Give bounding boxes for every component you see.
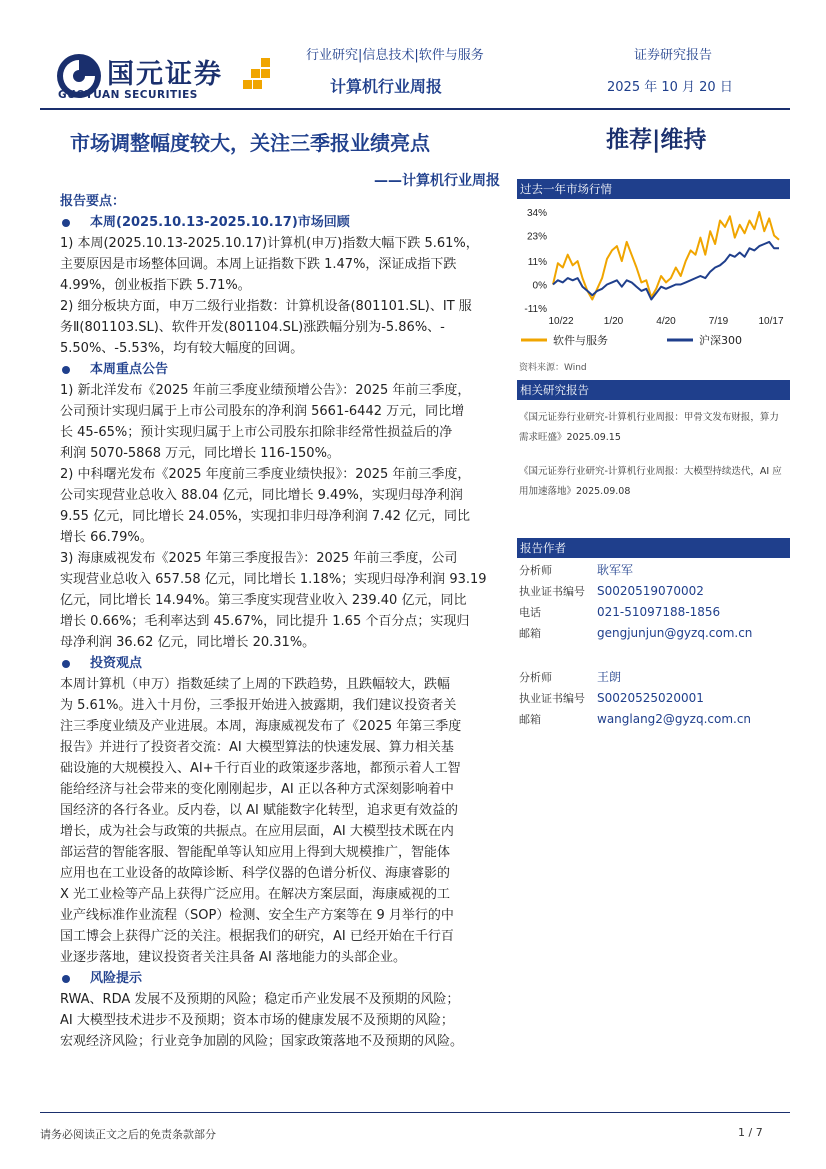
section-announcements (60, 359, 500, 380)
related-reports-title: 相关研究报告 (517, 380, 790, 400)
author-email-link[interactable]: wanglang2@gyzq.com.cn (597, 712, 752, 726)
paragraph-line: 主要原因是市场整体回调。本周上证指数下跌 1.47%，深证成指下跌 (60, 257, 457, 272)
rating-badge: 推荐|维持 (606, 127, 707, 153)
author-info-row (519, 602, 791, 623)
author-info-row (519, 709, 791, 730)
related-report-line: 用加速落地》2025.09.08 (519, 486, 631, 497)
paragraph-line: 1) 本周(2025.10.13-2025.10.17)计算机(申万)指数大幅下跌 5.61%， (60, 236, 479, 251)
author-info-label: 邮箱 (519, 713, 541, 726)
paragraph-line: 能给经济与社会带来的变化刚刚起步，AI 正以各种方式深刻影响着中 (60, 782, 454, 797)
report-type: 证券研究报告 (634, 48, 713, 63)
author-info-value: 耿军军 (597, 563, 634, 577)
paragraph-line: 增长，成为社会与政策的共振点。在应用层面，AI 大模型技术既在内 (60, 824, 454, 839)
author-info-label: 分析师 (519, 564, 552, 577)
paragraph-line: 业逐步落地，建议投资者关注具备 AI 落地能力的头部企业。 (60, 950, 406, 965)
author-card (519, 560, 791, 644)
paragraph (60, 296, 500, 359)
paragraph-line: 公司实现营业总收入 88.04 亿元，同比增长 9.49%，实现归母净利润 (60, 488, 463, 503)
paragraph (60, 233, 500, 296)
author-info-label: 电话 (519, 606, 541, 619)
report-category: 行业研究|信息技术|软件与服务 (306, 48, 484, 63)
author-info-row (519, 667, 791, 688)
author-info-label: 执业证书编号 (519, 692, 585, 705)
author-info-row (519, 688, 791, 709)
paragraph-line: 4.99%，创业板指下跌 5.71%。 (60, 278, 251, 293)
paragraph-line: 2) 细分板块方面，申万二级行业指数：计算机设备(801101.SL)、IT 服 (60, 299, 472, 314)
paragraph (60, 464, 500, 548)
paragraph-line: 5.50%、-5.53%，均有较大幅度的回调。 (60, 341, 304, 356)
market-chart (517, 200, 790, 350)
bullet-icon (62, 219, 70, 227)
summary-heading: 报告要点： (60, 194, 126, 209)
paragraph-line: 应用也在工业设备的故障诊断、科学仪器的色谱分析仪、海康睿影的 (60, 866, 451, 881)
paragraph (60, 989, 500, 1052)
paragraph-line: 9.55 亿元，同比增长 24.05%，实现扣非归母净利润 7.42 亿元，同比 (60, 509, 470, 524)
footer-divider (40, 1112, 790, 1113)
paragraph-line: 2) 中科曙光发布《2025 年度前三季度业绩快报》：2025 年前三季度， (60, 467, 471, 482)
y-tick-label: 34% (526, 208, 547, 219)
author-info-label: 分析师 (519, 671, 552, 684)
author-info-value: 王朗 (597, 670, 622, 684)
bullet-icon (62, 975, 70, 983)
related-report-link[interactable] (519, 408, 791, 448)
authors-title: 报告作者 (517, 538, 790, 558)
author-info-row (519, 623, 791, 644)
author-info-row (519, 560, 791, 581)
report-subtitle: ——计算机行业周报 (374, 173, 500, 189)
header-divider (40, 108, 790, 110)
legend-label: 软件与服务 (553, 334, 608, 347)
x-tick-label: 1/20 (603, 316, 624, 327)
footer-disclaimer: 请务必阅读正文之后的免责条款部分 (40, 1128, 216, 1141)
report-date: 2025 年 10 月 20 日 (607, 80, 733, 95)
related-report-line: 《国元证券行业研究-计算机行业周报：甲骨文发布财报，算力 (519, 412, 779, 423)
author-info-value: S0020525020001 (597, 691, 704, 705)
bullet-icon (62, 660, 70, 668)
series-line-1 (553, 242, 779, 300)
paragraph-line: 母净利润 36.62 亿元，同比增长 20.31%。 (60, 635, 316, 650)
paragraph-line: 利润 5070-5868 万元，同比增长 116-150%。 (60, 446, 340, 461)
paragraph-line: 增长 66.79%。 (60, 530, 153, 545)
related-report-link[interactable] (519, 462, 791, 502)
report-title: 市场调整幅度较大，关注三季报业绩亮点 (70, 131, 430, 155)
paragraph (60, 380, 500, 464)
company-name-en: GUOYUAN SECURITIES (58, 89, 198, 101)
paragraph-line: 部运营的智能客服、智能配单等认知应用上得到大规模推广，智能体 (60, 845, 451, 860)
author-email-link[interactable]: gengjunjun@gyzq.com.cn (597, 626, 753, 640)
x-tick-label: 4/20 (656, 316, 676, 327)
section-title: 本周重点公告 (90, 362, 169, 377)
page-number: 1 / 7 (738, 1126, 763, 1139)
paragraph-line: 国工博会上获得广泛的关注。根据我们的研究，AI 已经开始在千行百 (60, 929, 454, 944)
author-info-label: 邮箱 (519, 627, 541, 640)
author-info-label: 执业证书编号 (519, 585, 585, 598)
author-info-row (519, 581, 791, 602)
y-tick-label: 11% (527, 257, 547, 269)
report-series-name: 计算机行业周报 (330, 77, 443, 96)
logo-decoration-icon (243, 58, 273, 98)
paragraph-line: 础设施的大规模投入、AI+千行百业的政策逐步落地，都预示着人工智 (60, 761, 461, 776)
paragraph-line: 国经济的各行各业。反内卷，以 AI 赋能数字化转型，追求更有效益的 (60, 803, 458, 818)
author-card (519, 667, 791, 730)
chart-source: 资料来源：Wind (519, 363, 587, 373)
author-info-value: S0020519070002 (597, 584, 704, 598)
paragraph (60, 548, 500, 653)
x-tick-label: 7/19 (708, 316, 729, 327)
y-tick-label: 0% (532, 280, 547, 292)
y-tick-label: 23% (526, 231, 547, 243)
paragraph-line: 注三季度业绩及产业进展。本周，海康威视发布了《2025 年第三季度 (60, 719, 462, 734)
report-summary (60, 191, 500, 1052)
paragraph-line: 为 5.61%。进入十月份，三季报开始进入披露期，我们建议投资者关 (60, 698, 457, 713)
paragraph-line: 1) 新北洋发布《2025 年前三季度业绩预增公告》：2025 年前三季度， (60, 383, 471, 398)
paragraph (60, 674, 500, 968)
paragraph-line: 宏观经济风险；行业竞争加剧的风险；国家政策落地不及预期的风险。 (60, 1034, 464, 1049)
x-tick-label: 10/17 (758, 316, 784, 327)
section-title: 投资观点 (90, 656, 143, 671)
author-info-value: 021-51097188-1856 (597, 605, 721, 619)
section-title: 本周(2025.10.13-2025.10.17)市场回顾 (90, 215, 350, 230)
legend-label: 沪深300 (699, 334, 742, 347)
paragraph-line: RWA、RDA 发展不及预期的风险；稳定币产业发展不及预期的风险； (60, 992, 460, 1007)
paragraph-line: 报告》并进行了投资者交流：AI 大模型算法的快速发展、算力相关基 (60, 740, 454, 755)
paragraph-line: 增长 0.66%；毛利率达到 45.67%，同比提升 1.65 个百分点；实现归 (60, 614, 470, 629)
paragraph-line: 务Ⅱ(801103.SL)、软件开发(801104.SL)涨跌幅分别为-5.86%、- (60, 320, 445, 335)
bullet-icon (62, 366, 70, 374)
paragraph-line: 长 45-65%；预计实现归属于上市公司股东扣除非经常性损益后的净 (60, 425, 453, 440)
paragraph-line: 亿元，同比增长 14.94%。第三季度实现营业收入 239.40 亿元，同比 (60, 593, 467, 608)
section-title: 风险提示 (90, 971, 143, 986)
y-tick-label: -11% (524, 304, 547, 315)
x-tick-label: 10/22 (548, 316, 574, 327)
paragraph-line: AI 大模型技术进步不及预期；资本市场的健康发展不及预期的风险； (60, 1013, 454, 1028)
section-investment-view (60, 653, 500, 674)
paragraph-line: 本周计算机（申万）指数延续了上周的下跌趋势，且跌幅较大，跌幅 (60, 677, 451, 692)
section-risk (60, 968, 500, 989)
related-report-line: 《国元证券行业研究-计算机行业周报：大模型持续迭代，AI 应 (519, 466, 782, 477)
paragraph-line: X 光工业检等产品上获得广泛应用。在解决方案层面，海康威视的工 (60, 887, 451, 902)
paragraph-line: 公司预计实现归属于上市公司股东的净利润 5661-6442 万元，同比增 (60, 404, 465, 419)
paragraph-line: 3) 海康威视发布《2025 年第三季度报告》：2025 年前三季度，公司 (60, 551, 458, 566)
related-report-line: 需求旺盛》2025.09.15 (519, 432, 621, 443)
company-name-cn: 国元证券 (107, 59, 223, 90)
chart-section-title: 过去一年市场行情 (517, 179, 790, 199)
paragraph-line: 业产线标准作业流程（SOP）检测、安全生产方案等在 9 月举行的中 (60, 908, 454, 923)
section-market-review (60, 212, 500, 233)
paragraph-line: 实现营业总收入 657.58 亿元，同比增长 1.18%；实现归母净利润 93.19 (60, 572, 487, 587)
